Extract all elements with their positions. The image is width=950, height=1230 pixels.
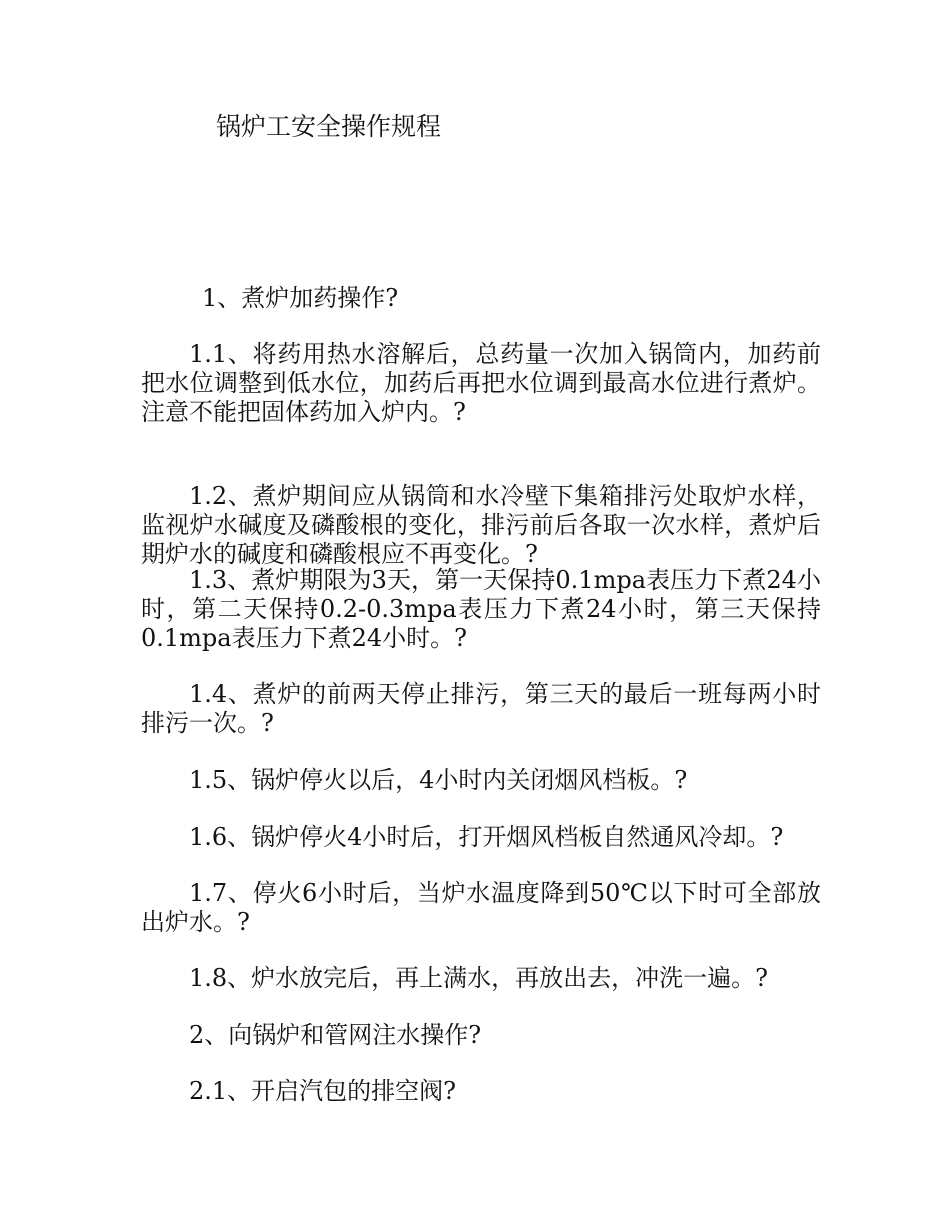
paragraph-1-7: 1.7、停火6小时后，当炉水温度降到50℃以下时可全部放出炉水。? xyxy=(141,879,821,936)
paragraph-1-5: 1.5、锅炉停火以后，4小时内关闭烟风档板。? xyxy=(189,766,688,794)
paragraph-1-4: 1.4、煮炉的前两天停止排污，第三天的最后一班每两小时排污一次。? xyxy=(141,680,821,737)
section-heading-1: 1、煮炉加药操作? xyxy=(202,284,399,312)
paragraph-1-6: 1.6、锅炉停火4小时后，打开烟风档板自然通风冷却。? xyxy=(189,823,784,851)
paragraph-1-1: 1.1、将药用热水溶解后，总药量一次加入锅筒内，加药前把水位调整到低水位，加药后再把水位调到最高水位进行煮炉。注意不能把固体药加入炉内。? xyxy=(141,340,821,426)
paragraph-1-8: 1.8、炉水放完后，再上满水，再放出去，冲洗一遍。? xyxy=(189,964,769,992)
document-title: 锅炉工安全操作规程 xyxy=(216,112,442,141)
section-heading-2: 2、向锅炉和管网注水操作? xyxy=(189,1021,482,1049)
paragraph-1-2: 1.2、煮炉期间应从锅筒和水冷壁下集箱排污处取炉水样，监视炉水碱度及磷酸根的变化，排污前后各取一次水样，煮炉后期炉水的碱度和磷酸根应不再变化。? xyxy=(141,482,821,568)
paragraph-2-1: 2.1、开启汽包的排空阀? xyxy=(189,1077,457,1105)
paragraph-1-3: 1.3、煮炉期限为3天，第一天保持0.1mpa表压力下煮24小时，第二天保持0.2-0.3mpa表压力下煮24小时，第三天保持0.1mpa表压力下煮24小时。? xyxy=(141,566,821,652)
